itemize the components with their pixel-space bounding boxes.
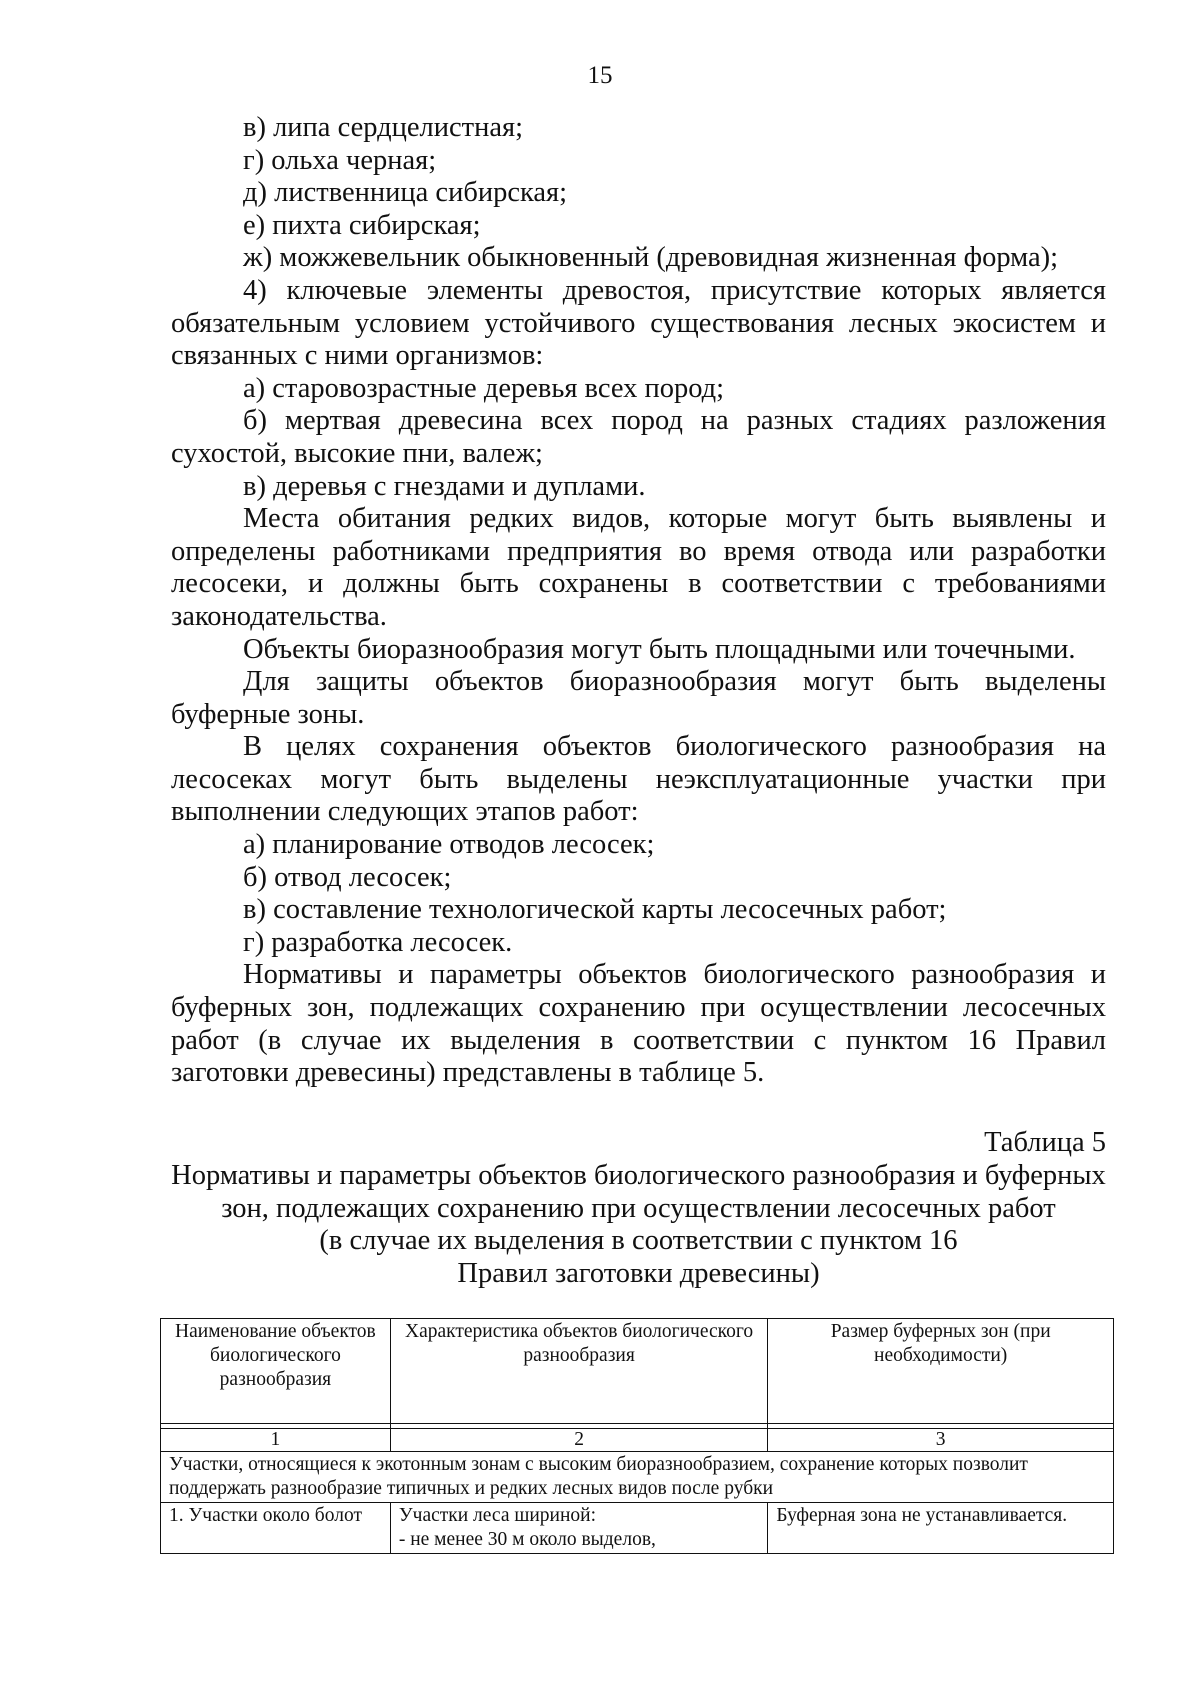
- characteristic-line: Участки леса шириной:: [398, 1505, 597, 1526]
- list-item: ж) можжевельник обыкновенный (древовидная жизненная форма);: [243, 242, 1059, 274]
- characteristic-line: - не менее 30 м около выделов,: [398, 1529, 656, 1550]
- sub-list-item: в) деревья с гнездами и дуплами.: [243, 470, 646, 502]
- section-cell: Участки, относящиеся к экотонным зонам с высоким биоразнообразием, сохранение которых позволит поддержать разнообразие типичных и редких лесных видов после рубки: [161, 1452, 1114, 1503]
- column-number: 1: [161, 1429, 391, 1452]
- table-title-line: (в случае их выделения в соответствии с пунктом 16: [319, 1225, 958, 1256]
- paragraph-buffer-zones: Для защиты объектов биоразнообразия могут быть выделены буферные зоны.: [171, 666, 1106, 730]
- stage-item: в) составление технологической карты лесосечных работ;: [243, 894, 947, 926]
- paragraph-work-stages: В целях сохранения объектов биологического разнообразия на лесосеках могут быть выделены неэксплуатационные участки при выполнении следующих этапов работ:: [171, 731, 1106, 828]
- list-item: в) липа сердцелистная;: [243, 112, 524, 143]
- page-number: 15: [587, 62, 613, 89]
- stage-item: а) планирование отводов лесосек;: [243, 829, 655, 861]
- object-name-cell: 1. Участки около болот: [161, 1503, 391, 1554]
- column-number: 3: [768, 1429, 1114, 1452]
- sub-list-item: а) старовозрастные деревья всех пород;: [243, 372, 725, 404]
- table-row: [161, 1503, 1114, 1554]
- column-number: 2: [390, 1429, 768, 1452]
- table-header-row: [161, 1319, 1114, 1424]
- biodiversity-table: [160, 1318, 1114, 1554]
- column-number-row: [161, 1429, 1114, 1452]
- table-section-row: [161, 1452, 1114, 1503]
- stage-item: г) разработка лесосек.: [243, 926, 513, 958]
- table-title-line: Правил заготовки древесины): [457, 1257, 820, 1289]
- body-text: [171, 112, 1106, 1090]
- list-item: г) ольха черная;: [243, 144, 437, 176]
- header-cell-characteristic: Характеристика объектов биологического разнообразия: [390, 1319, 768, 1424]
- paragraph-norms: Нормативы и параметры объектов биологического разнообразия и буферных зон, подлежащих сохранению при осуществлении лесосечных работ (в случае их выделения в соответствии с пунктом 16 Правил заготовки древесины) представлены в таблице 5.: [171, 959, 1106, 1089]
- object-characteristic-cell: [390, 1503, 768, 1554]
- list-item: д) лиственница сибирская;: [243, 177, 568, 209]
- list-item: е) пихта сибирская;: [243, 209, 481, 241]
- table-title: [171, 1160, 1106, 1290]
- paragraph-objects: Объекты биоразнообразия могут быть площадными или точечными.: [243, 633, 1076, 665]
- table-title-line: Нормативы и параметры объектов биологического разнообразия и буферных: [171, 1160, 1106, 1191]
- stage-item: б) отвод лесосек;: [243, 861, 452, 893]
- sub-list-item: б) мертвая древесина всех пород на разных стадиях разложения сухостой, высокие пни, валеж;: [171, 405, 1106, 469]
- buffer-size-cell: Буферная зона не устанавливается.: [768, 1503, 1114, 1554]
- table-label: Таблица 5: [984, 1127, 1106, 1158]
- header-cell-buffer-size: Размер буферных зон (при необходимости): [768, 1319, 1114, 1424]
- list-item-key-elements: 4) ключевые элементы древостоя, присутствие которых является обязательным условием устойчивого существования лесных экосистем и связанных с ними организмов:: [171, 274, 1106, 372]
- table-title-line: зон, подлежащих сохранению при осуществлении лесосечных работ: [221, 1192, 1056, 1224]
- header-cell-name: Наименование объектов биологического разнообразия: [161, 1319, 391, 1424]
- paragraph-habitats: Места обитания редких видов, которые могут быть выявлены и определены работниками предприятия во время отвода или разработки лесосеки, и должны быть сохранены в соответствии с требованиями законодательства.: [171, 503, 1106, 632]
